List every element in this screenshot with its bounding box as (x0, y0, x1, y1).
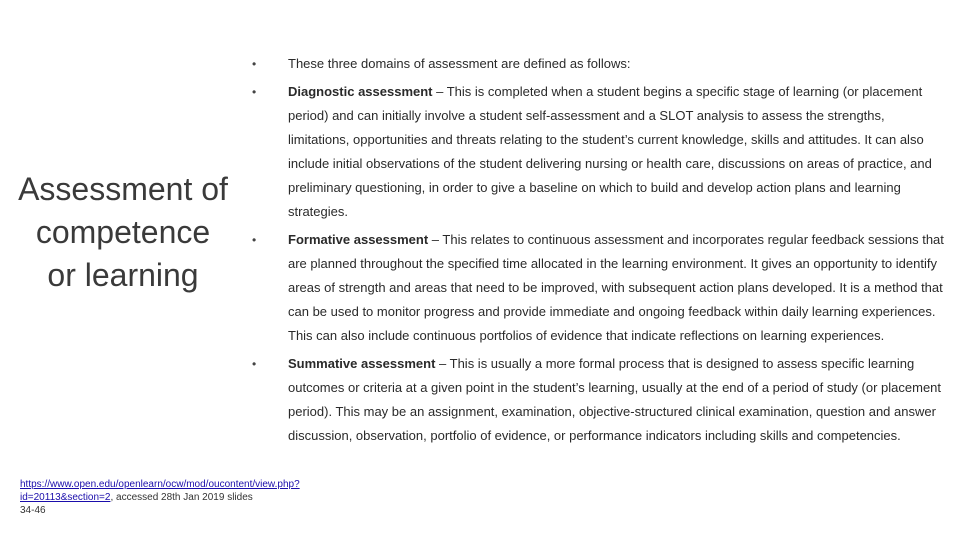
bullet-term: Formative assessment (288, 232, 429, 247)
bullet-text (288, 52, 945, 76)
bullet-item (250, 52, 945, 76)
bullet-item (250, 80, 945, 224)
bullet-marker: • (252, 85, 257, 99)
bullet-list (250, 52, 945, 452)
bullet-body: – This is completed when a student begins a specific stage of learning (or placement period) and can initially involve a student self-assessment and a SLOT analysis to assess the strengths, limitations, opportunities and threats relating to the student’s current knowledge, skills and attitudes. It can also include initial observations of the student delivering nursing or health care, discussions on areas of practice, and preliminary questioning, in order to give a baseline on which to build and develop action plans and learning strategies. (288, 84, 932, 219)
bullet-body: These three domains of assessment are defined as follows: (288, 56, 631, 71)
bullet-body: – This is usually a more formal process that is designed to assess specific learning outcomes or criteria at a given point in the student’s learning, usually at the end of a period of study (or placement period). This may be an assignment, examination, objective-structured clinical examination, question and answer discussion, observation, portfolio of evidence, or performance indicators including skills and competencies. (288, 356, 942, 443)
source-link[interactable]: https://www.open.edu/openlearn/ocw/mod/oucontent/view.php?id=20113&section=2 (20, 479, 300, 503)
source-suffix: , accessed 28th Jan 2019 slides 34-46 (20, 492, 253, 516)
bullet-item (250, 352, 945, 448)
bullet-term: Summative assessment (288, 356, 436, 371)
bullet-text (288, 228, 945, 348)
bullet-item (250, 228, 945, 348)
bullet-body: – This relates to continuous assessment and incorporates regular feedback sessions that are planned throughout the specified time allocated in the learning environment. It gives an opportunity to identify areas of strength and areas that need to be improved, with subsequent action plans developed. It is a method that can be used to monitor progress and provide immediate and ongoing feedback within daily learning experiences. This can also include continuous portfolios of evidence that indicate reflections on learning experiences. (288, 232, 944, 343)
bullet-marker: • (252, 233, 257, 247)
source-citation (20, 478, 300, 517)
bullet-marker: • (252, 57, 257, 71)
slide-title: Assessment of competence or learning (18, 171, 228, 293)
bullet-term: Diagnostic assessment (288, 84, 433, 99)
bullet-text (288, 352, 945, 448)
bullet-text (288, 80, 945, 224)
bullet-marker: • (252, 357, 257, 371)
